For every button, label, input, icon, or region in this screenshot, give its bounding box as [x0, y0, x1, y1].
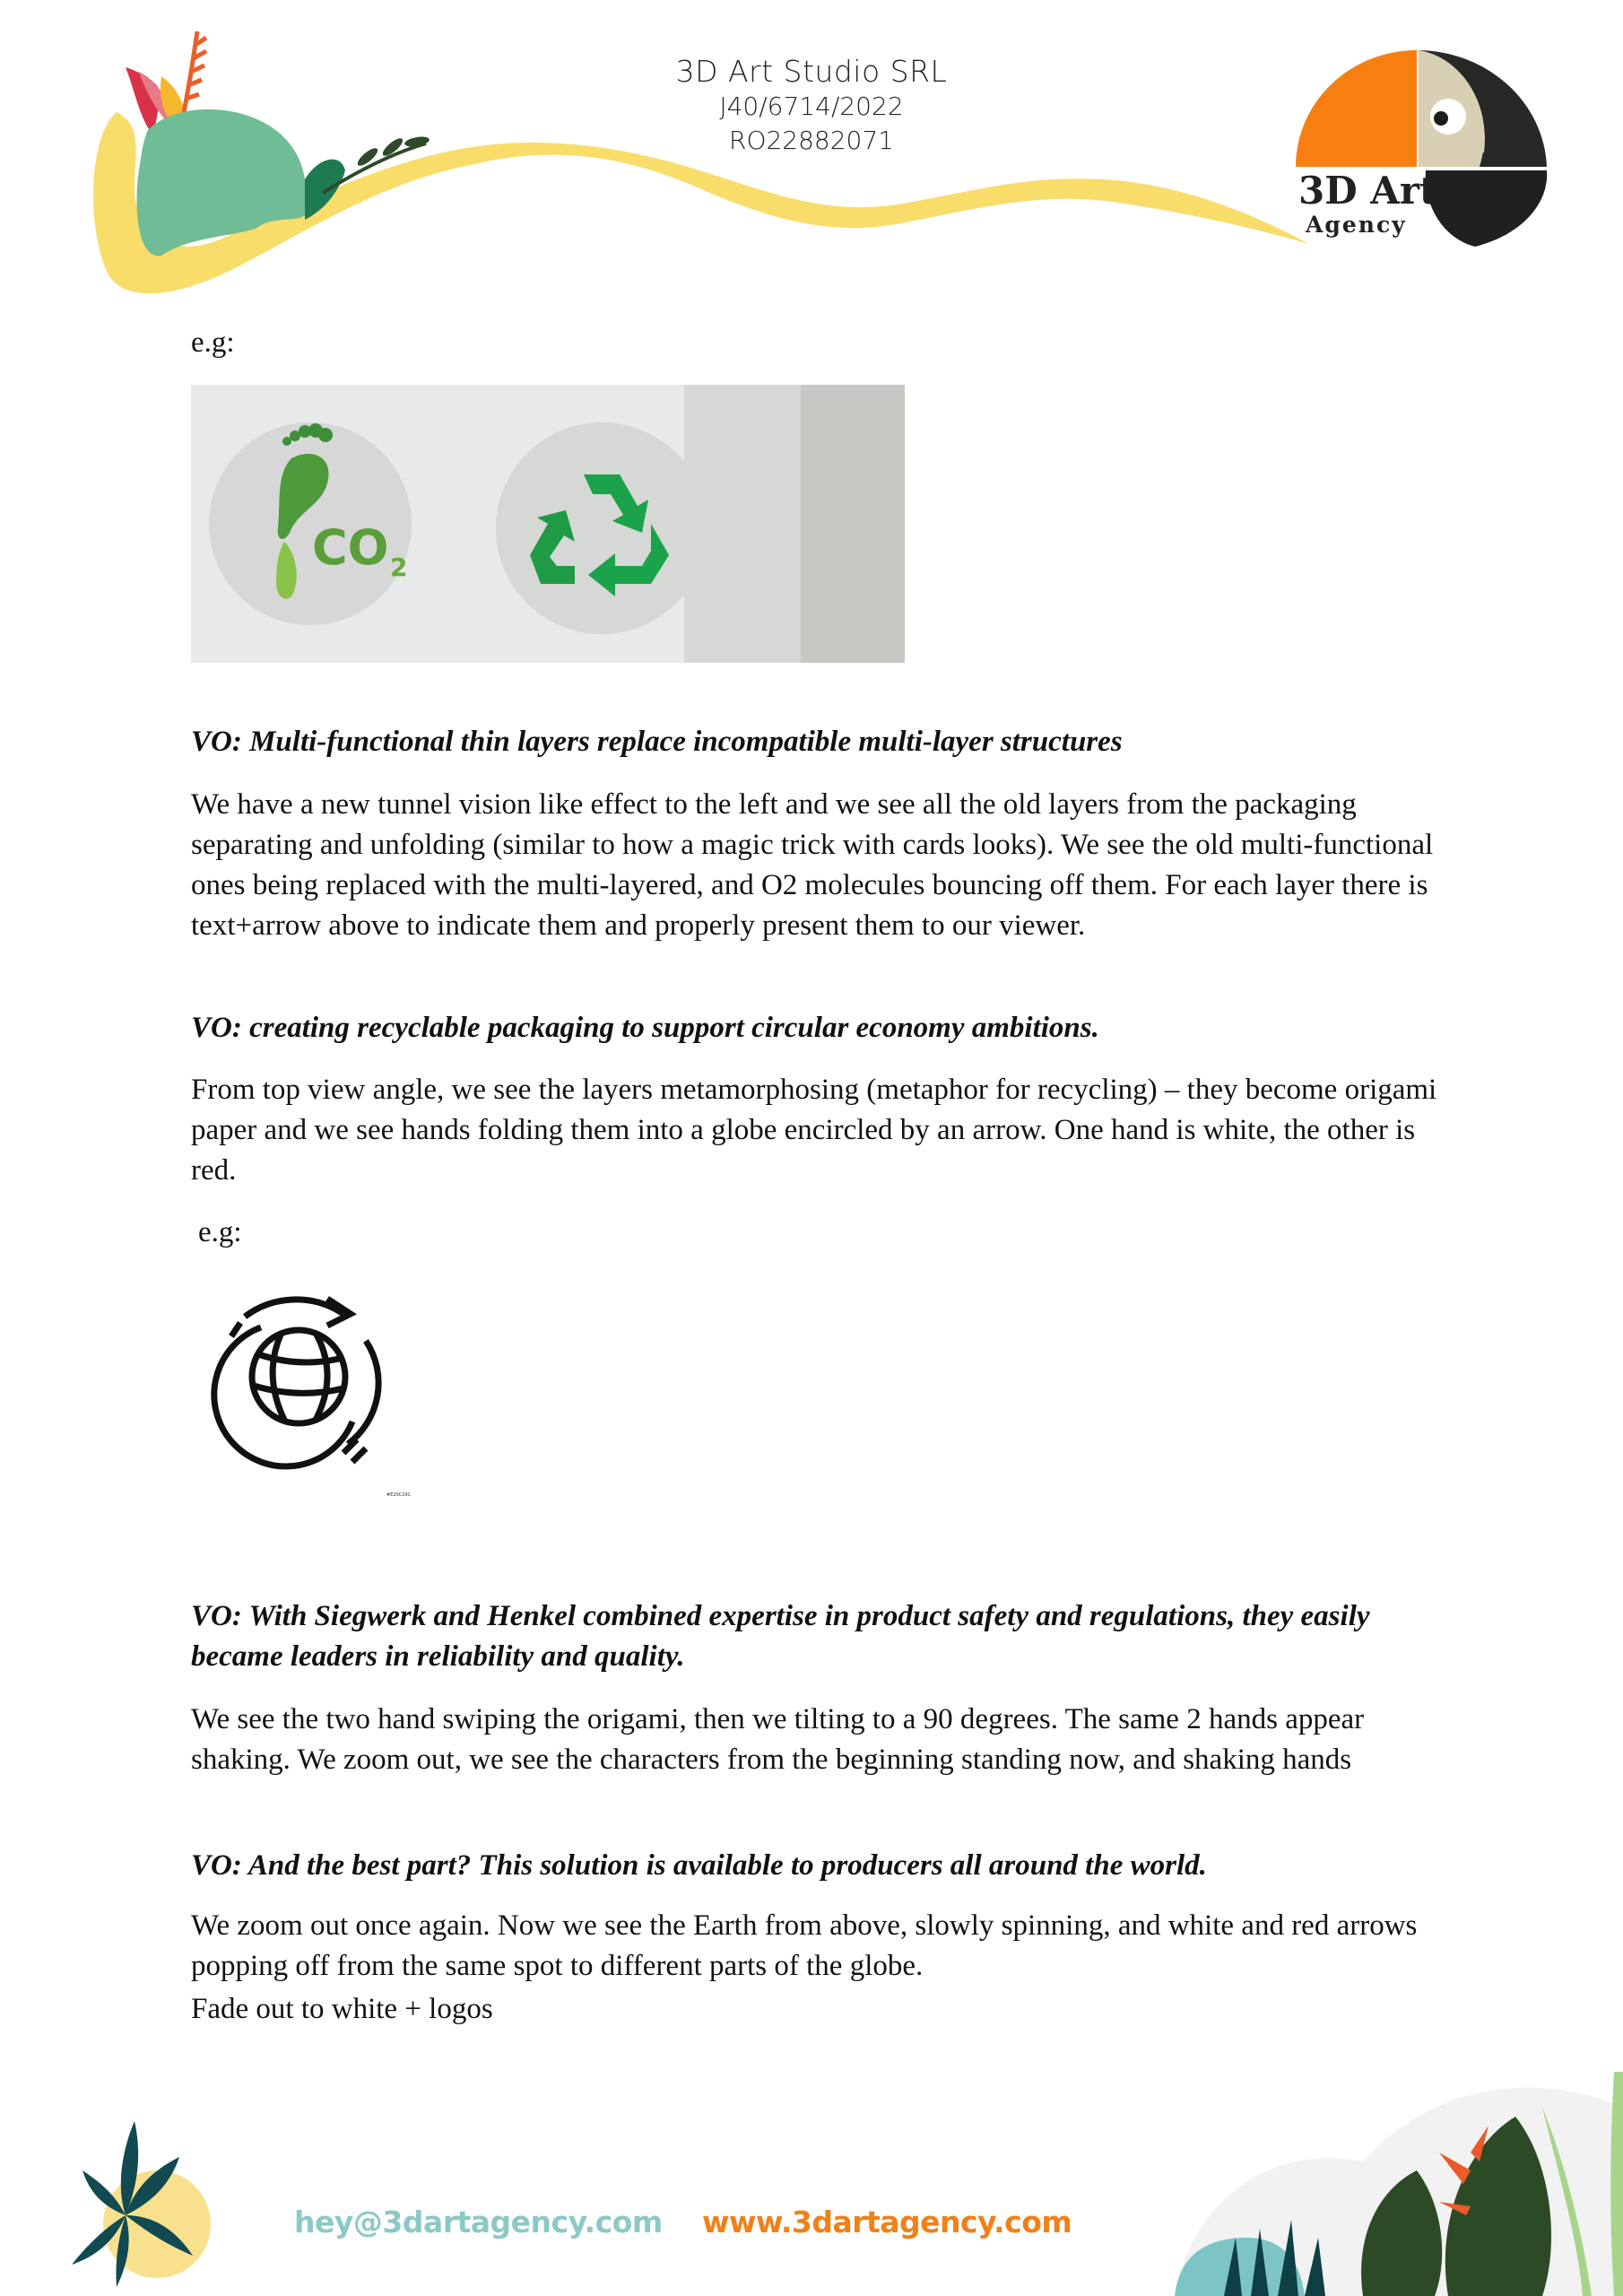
company-vat-code: RO22882071 — [728, 126, 894, 155]
example-label: e.g: — [198, 1216, 242, 1248]
logo-text-line2: Agency — [1306, 212, 1407, 238]
closing-note: Fade out to white + logos — [191, 1993, 493, 2025]
logo-orange-quarter — [1296, 50, 1417, 167]
logo-dark-lower — [1426, 170, 1547, 247]
scene-description: From top view angle, we see the layers metamorphosing (metaphor for recycling) – they become origami paper and we see hands folding them into a globe encircled by an arrow. One hand is white, the other is red. — [191, 1074, 1437, 1187]
example-label: e.g: — [191, 326, 235, 359]
voiceover-heading: VO: creating recyclable packaging to support circular economy ambitions. — [191, 1012, 1099, 1044]
voiceover-heading: VO: And the best part? This solution is available to producers all around the world. — [191, 1849, 1207, 1882]
scene-description: We zoom out once again. Now we see the Earth from above, slowly spinning, and white and red arrows popping off from the same spot to different parts of the globe. — [191, 1909, 1418, 1982]
logo-text-line1: 3D Art — [1298, 169, 1437, 213]
scene-description: We see the two hand swiping the origami, then we tilting to a 90 degrees. The same 2 hands appear shaking. We zoom out, we see the characters from the beginning standing now, and shaking hands — [191, 1703, 1365, 1776]
scene-description: We have a new tunnel vision like effect to the left and we see all the old layers from the packaging separating and unfolding (similar to how a magic trick with cards looks). We see the old multi-functional ones being replaced with the multi-layered, and O2 molecules bouncing off them. For each layer there is text+arrow above to indicate them and properly present them to our viewer. — [191, 788, 1434, 942]
co2-text: CO — [312, 519, 389, 576]
image-watermark: #E20C29C — [386, 1492, 412, 1498]
eco-icons-image — [191, 385, 905, 663]
logo-eye-pupil — [1434, 111, 1448, 126]
company-name: 3D Art Studio SRL — [675, 54, 948, 89]
voiceover-heading: VO: Multi-functional thin layers replace incompatible multi-layer structures — [191, 726, 1123, 758]
voiceover-heading: VO: With Siegwerk and Henkel combined expertise in product safety and regulations, they easily became leaders in reliability and quality. — [191, 1600, 1370, 1673]
globe-rotation-image — [191, 1274, 420, 1502]
footer-decoration — [0, 2036, 1623, 2296]
light-green-blade — [1610, 2072, 1623, 2296]
company-registration-number: J40/6714/2022 — [719, 91, 904, 121]
footer-email-link[interactable]: hey@3dartagency.com — [294, 2205, 663, 2239]
co2-subscript: 2 — [390, 552, 408, 582]
footer-website-link[interactable]: www.3dartagency.com — [702, 2205, 1072, 2239]
